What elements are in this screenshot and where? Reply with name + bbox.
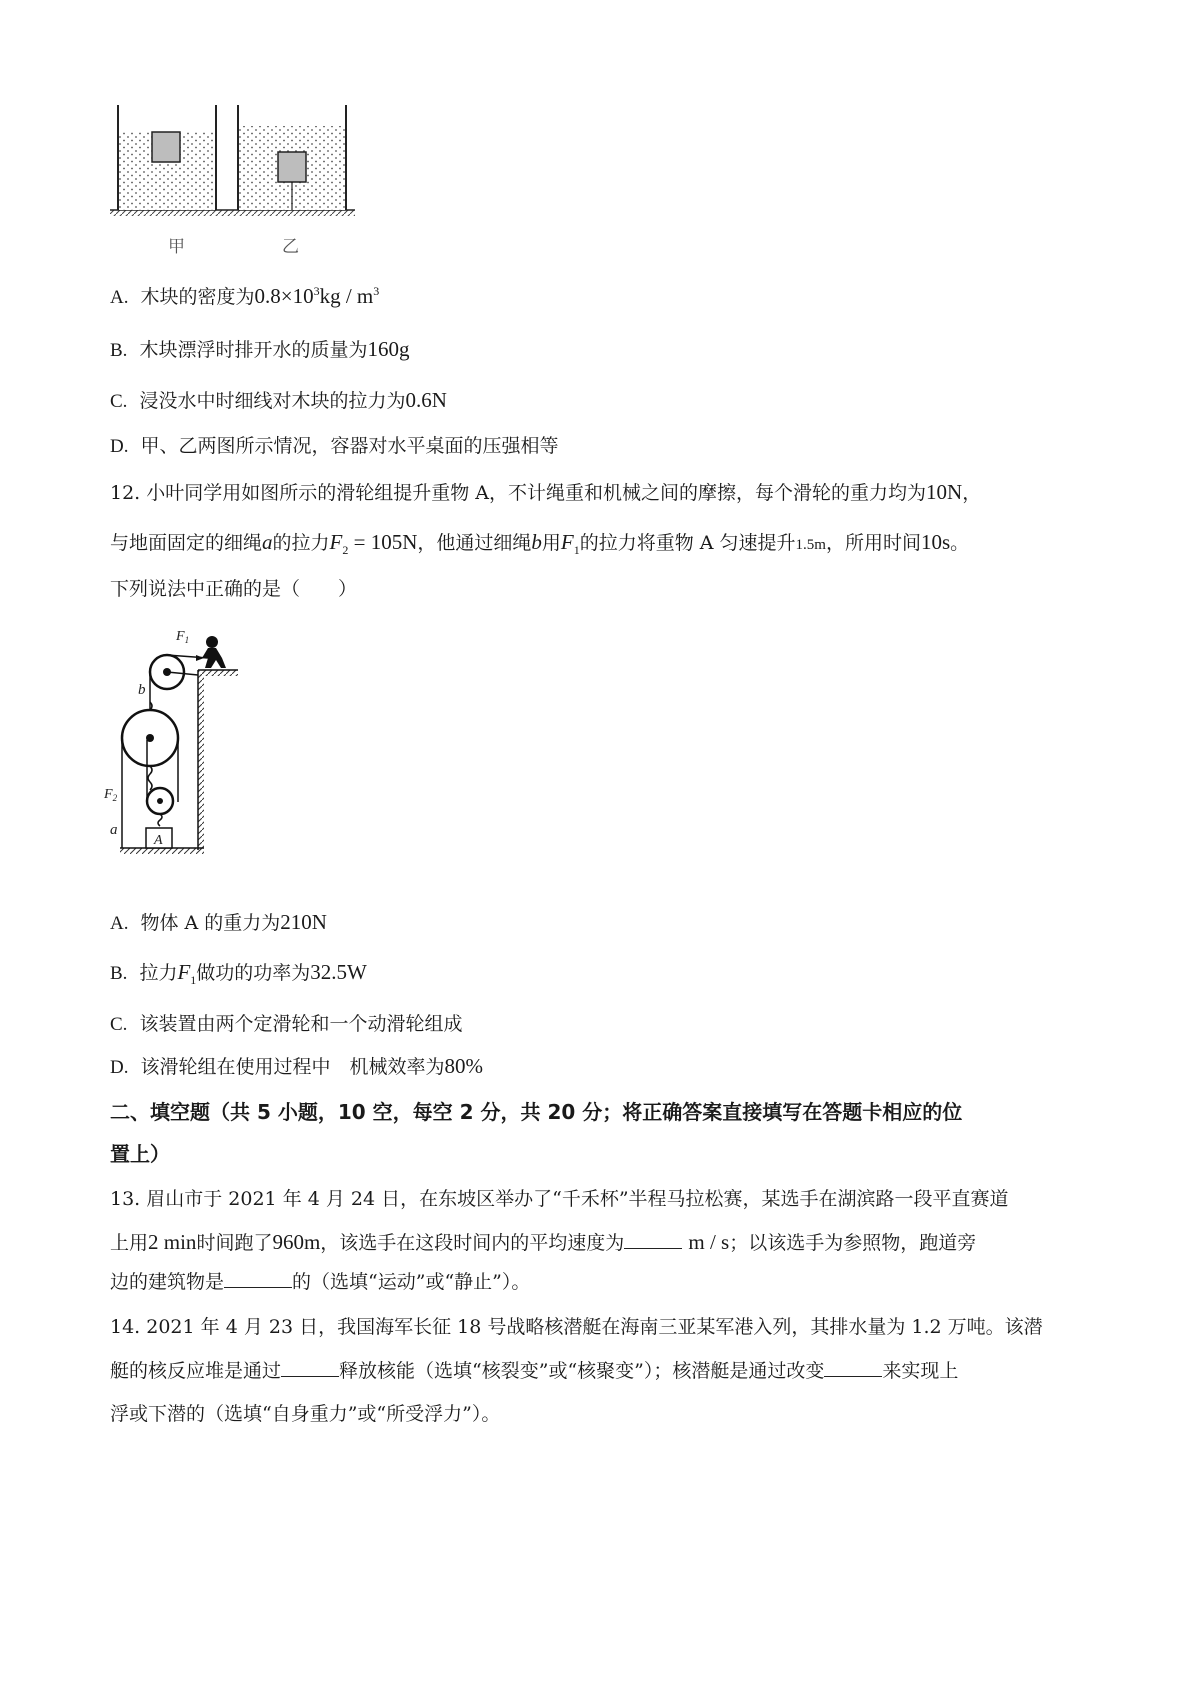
q11-option-c: C. 浸没水中时细线对木块的拉力为0.6N — [110, 388, 447, 412]
figure-pulley-system — [100, 620, 250, 865]
answer-blank[interactable] — [624, 1230, 682, 1249]
label-yi: 乙 — [282, 237, 299, 257]
q11-option-b: B. 木块漂浮时排开水的质量为160g — [110, 337, 410, 361]
beaker-yi — [238, 105, 346, 210]
answer-blank[interactable] — [824, 1358, 882, 1377]
answer-blank[interactable] — [281, 1358, 339, 1377]
label-jia: 甲 — [168, 237, 185, 257]
label-f1: $F_1$ — [176, 629, 190, 645]
f1-symbol: $F_1$ — [560, 530, 580, 558]
q12-option-d: D. 该滑轮组在使用过程中 机械效率为80% — [110, 1054, 483, 1078]
density-value: $0.8\times 10^3kg / m^3$ — [254, 284, 380, 308]
q14-line1: 14. 2021 年 4 月 23 日，我国海军长征 18 号战略核潜艇在海南三亚某军港入列，其排水量为 1.2 万吨。该潜 — [110, 1316, 1043, 1338]
q12-line3: 下列说法中正确的是（ ） — [110, 578, 358, 600]
beaker-jia — [118, 105, 216, 210]
q12-line2: 与地面固定的细绳a的拉力$F_2 = 105N$，他通过细绳b用$F_1$的拉力将重物 A 匀速提升1.5m，所用时间10s。 — [110, 530, 970, 558]
wood-block-submerged — [278, 152, 306, 182]
q12-option-a: A. 物体 A 的重力为210N — [110, 910, 327, 934]
label-b: b — [138, 682, 146, 698]
q12-option-c: C. 该装置由两个定滑轮和一个动滑轮组成 — [110, 1013, 463, 1035]
q13-line2: 上用2 min时间跑了960m，该选手在这段时间内的平均速度为 m / s；以该选手为参照物，跑道旁 — [110, 1230, 977, 1254]
section-2-heading-line1: 二、填空题（共 5 小题，10 空，每空 2 分，共 20 分；将正确答案直接填写在答题卡相应的位 — [110, 1100, 963, 1124]
section-2-heading-line2: 置上） — [110, 1142, 170, 1166]
q11-option-a: A. 木块的密度为$0.8\times 10^3kg / m^3$ — [110, 284, 380, 308]
label-block-a: A — [154, 833, 163, 848]
q12-option-b: B. 拉力$F_1$做功的功率为32.5W — [110, 960, 367, 988]
q14-line2: 艇的核反应堆是通过 释放核能（选填“核裂变”或“核聚变”）；核潜艇是通过改变 来实现上 — [110, 1360, 959, 1382]
q14-line3: 浮或下潜的（选填“自身重力”或“所受浮力”）。 — [110, 1403, 501, 1425]
label-a: a — [110, 822, 118, 838]
q13-line3: 边的建筑物是 的（选填“运动”或“静止”）。 — [110, 1271, 531, 1293]
q12-line1: 12. 小叶同学用如图所示的滑轮组提升重物 A，不计绳重和机械之间的摩擦，每个滑轮的重力均为10N， — [110, 480, 982, 504]
person-figure — [202, 636, 226, 668]
label-f2: $F_2$ — [104, 787, 118, 803]
figure-beakers — [110, 100, 380, 260]
answer-blank[interactable] — [224, 1269, 292, 1288]
q13-line1: 13. 眉山市于 2021 年 4 月 24 日，在东坡区举办了“千禾杯”半程马拉松赛，某选手在湖滨路一段平直赛道 — [110, 1188, 1009, 1210]
f2-equation: $F_2 = 105N$ — [329, 530, 418, 558]
wood-block-floating — [152, 132, 180, 162]
q11-option-d: D. 甲、乙两图所示情况，容器对水平桌面的压强相等 — [110, 435, 559, 457]
